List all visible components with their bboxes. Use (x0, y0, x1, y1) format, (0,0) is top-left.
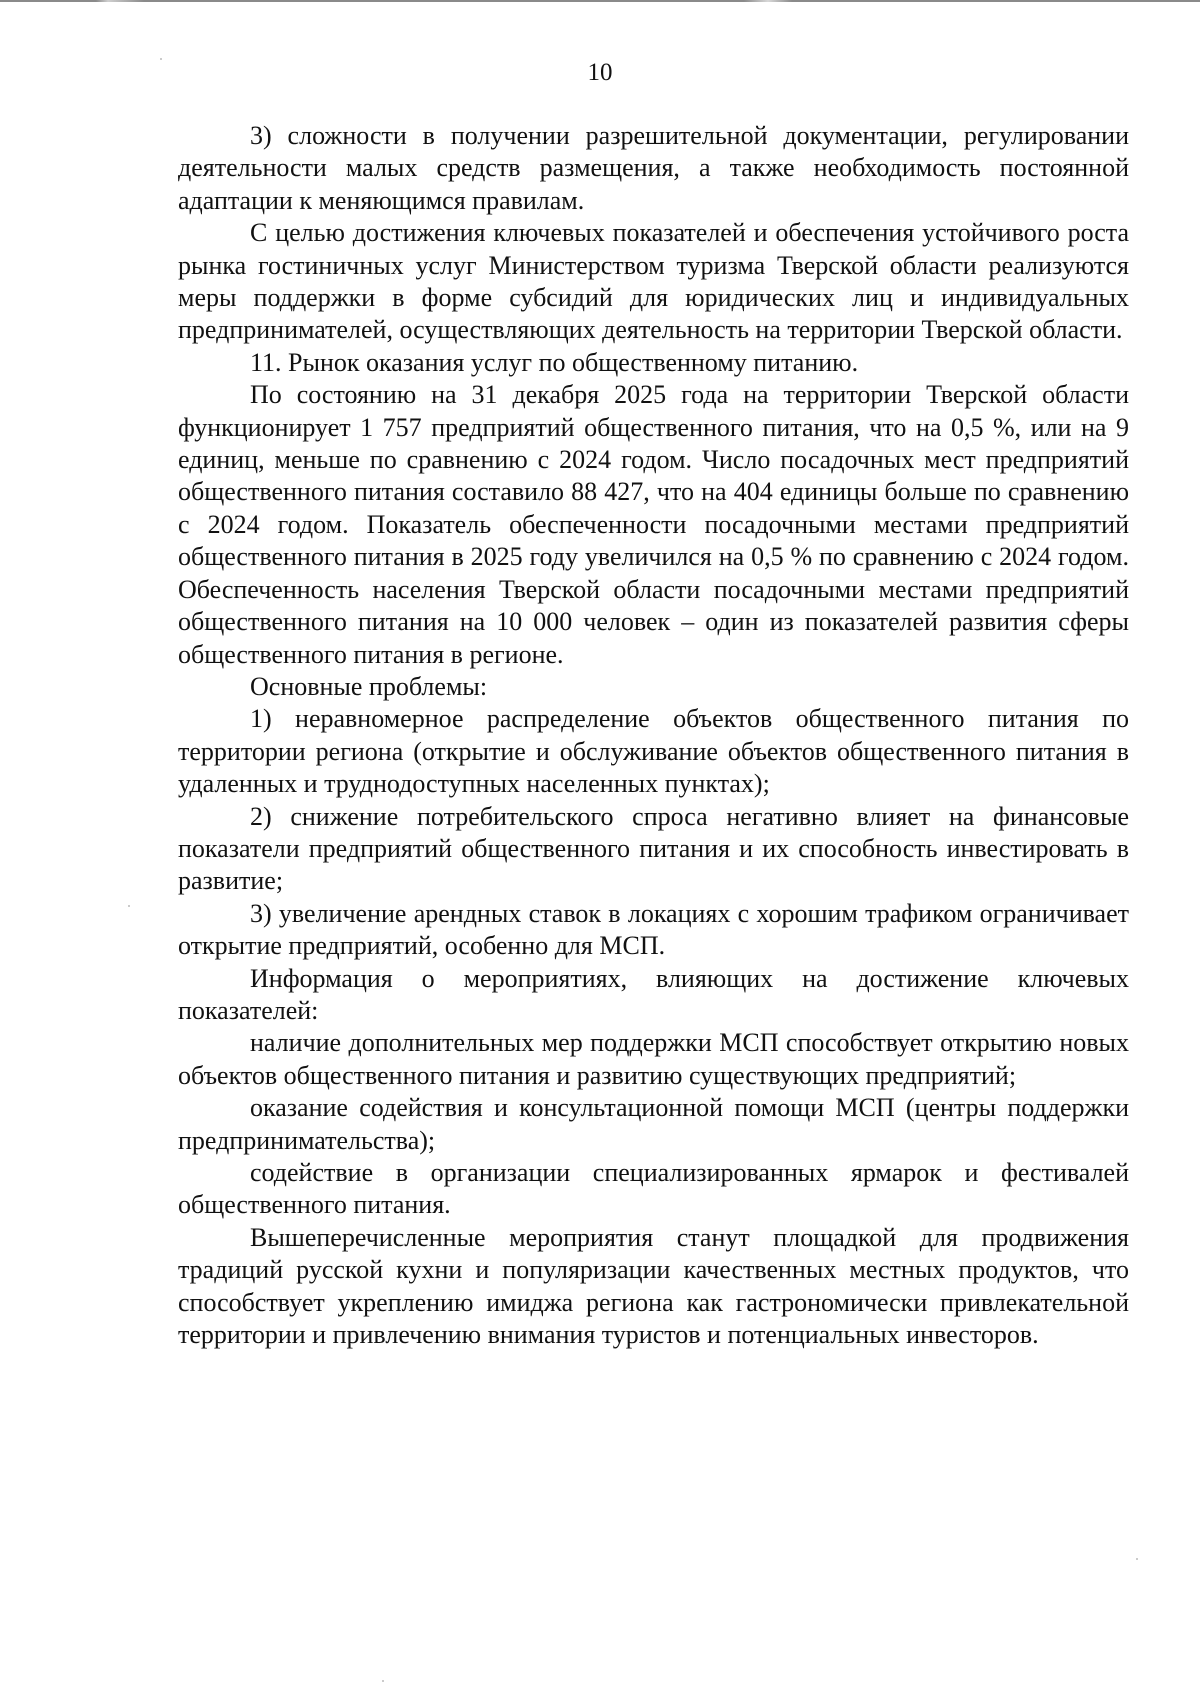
paragraph-measures-intro: Информация о мероприятиях, влияющих на достижение ключевых показателей: (178, 963, 1129, 1025)
scan-speck (128, 905, 130, 907)
paragraph-measure-support: наличие дополнительных мер поддержки МСП способствует открытию новых объектов общественного питания и развитию существующих предприятий; (178, 1028, 1129, 1090)
paragraph-main-problems-heading: Основные проблемы: (250, 671, 488, 701)
paragraph-problem-3-permits: 3) сложности в получении разрешительной документации, регулировании деятельности малых средств размещения, а также необходимость постоянной адаптации к меняющимся правилам. (178, 121, 1129, 215)
paragraph-catering-problem-3: 3) увеличение арендных ставок в локациях с хорошим трафиком ограничивает открытие предприятий, особенно для МСП. (178, 898, 1129, 961)
page-number: 10 (587, 59, 613, 86)
section-heading-catering-market: 11. Рынок оказания услуг по общественному питанию. (250, 347, 859, 377)
paragraph-hotel-support-measures: С целью достижения ключевых показателей и обеспечения устойчивого роста рынка гостиничных услуг Министерством туризма Тверской области реализуются меры поддержки в форме субсидий для юридических лиц и индивидуальных предпринимателей, осуществляющих деятельность на территории Тверской области. (178, 218, 1129, 345)
document-body (178, 120, 1129, 1351)
scan-speck (1136, 1558, 1138, 1560)
paragraph-catering-problem-2: 2) снижение потребительского спроса негативно влияет на финансовые показатели предприятий общественного питания и их способность инвестировать в развитие; (178, 801, 1129, 896)
scan-speck (160, 58, 162, 60)
paragraph-measure-fairs: содействие в организации специализированных ярмарок и фестивалей общественного питания. (178, 1158, 1129, 1220)
paragraph-catering-statistics: По состоянию на 31 декабря 2025 года на территории Тверской области функционирует 1 757 предприятий общественного питания, что на 0,5 %, или на 9 единиц, меньше по сравнению с 2024 годом. Число посадочных мест предприятий общественного питания составило 88 427, что на 404 единицы больше по сравнению с 2024 годом. Показатель обеспеченности посадочными местами предприятий общественного питания в 2025 году увеличился на 0,5 % по сравнению с 2024 годом. Обеспеченность населения Тверской области посадочными местами предприятий общественного питания на 10 000 человек – один из показателей развития сферы общественного питания в регионе. (178, 380, 1129, 669)
scan-speck (382, 1680, 384, 1682)
paragraph-catering-problem-1: 1) неравномерное распределение объектов общественного питания по территории региона (открытие и обслуживание объектов общественного питания в удаленных и труднодоступных населенных пунктах); (178, 704, 1129, 799)
paragraph-conclusion: Вышеперечисленные мероприятия станут площадкой для продвижения традиций русской кухни и популяризации качественных местных продуктов, что способствует укреплению имиджа региона как гастрономически привлекательной территории и привлечению внимания туристов и потенциальных инвесторов. (178, 1222, 1129, 1350)
scan-top-edge (0, 0, 1200, 2)
paragraph-measure-consulting: оказание содействия и консультационной помощи МСП (центры поддержки предпринимательства); (178, 1093, 1129, 1155)
